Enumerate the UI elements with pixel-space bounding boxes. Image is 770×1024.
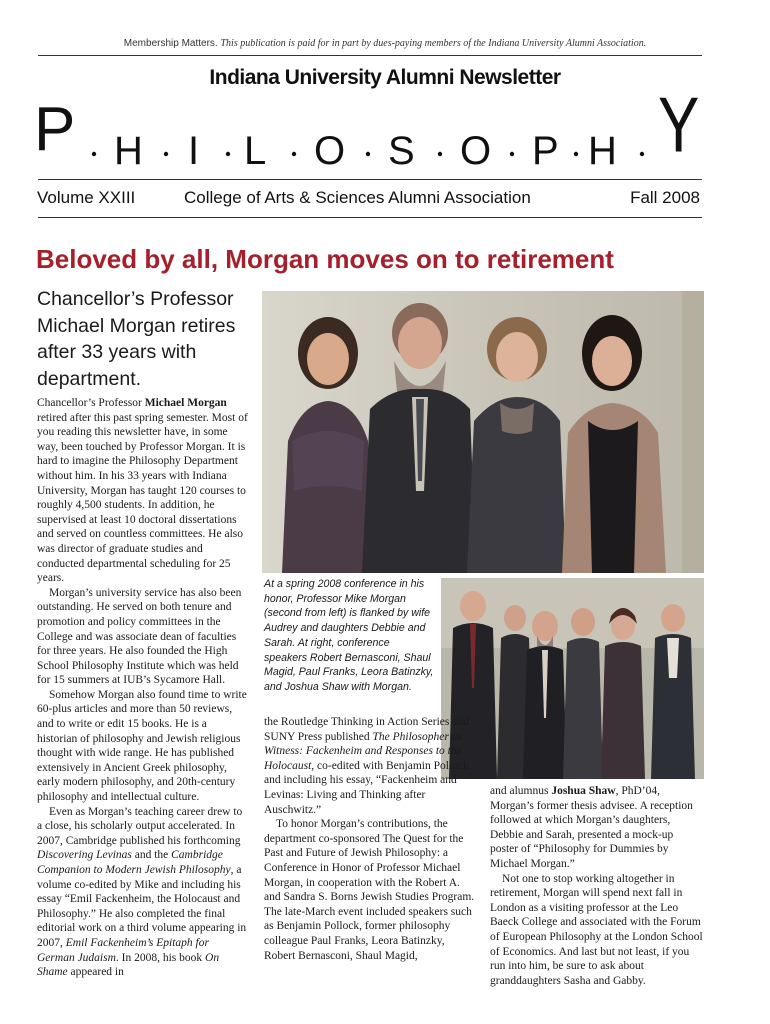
volume-label: Volume XXIII xyxy=(37,188,136,207)
text-run: Even as Morgan’s teaching career drew to a close, his scholarly output accelerated. In 2007, Cambridge published his forthcoming xyxy=(37,805,243,847)
masthead-dot xyxy=(366,152,370,156)
masthead-dot xyxy=(92,152,96,156)
article-headline: Beloved by all, Morgan moves on to retirement xyxy=(36,244,614,274)
masthead-letter-l: L xyxy=(244,129,267,172)
masthead-letter-h: H xyxy=(114,129,143,172)
speakers-photo xyxy=(441,578,704,779)
masthead-letter-o: O xyxy=(314,129,346,172)
article-deck: Chancellor’s Professor Michael Morgan retires after 33 years with department. xyxy=(37,288,236,390)
masthead-letter-p: P xyxy=(532,129,559,172)
text-run: Not one to stop working altogether in retirement, Morgan will spend next fall in London as a visiting professor at the Leo Baeck College and associated with the Forum of European Philosophy at the London School of Economics. And last but not least, if you run into him, be sure to ask about granddaughters Sasha and Gabby. xyxy=(490,872,703,987)
newsletter-title: Indiana University Alumni Newsletter xyxy=(209,66,561,89)
bold-name: Michael Morgan xyxy=(144,397,227,409)
issue-label: Fall 2008 xyxy=(630,188,700,207)
text-run: Chancellor’s Professor xyxy=(37,397,145,409)
article-paragraph xyxy=(490,784,704,872)
photo-caption: At a spring 2008 conference in his honor, Professor Mike Morgan (second from left) is flanked by wife Audrey and daughters Debbie and Sarah. At right, conference speakers Robert Bernasconi, Shaul Magid, Paul Franks, Leora Batinzky, and Joshua Shaw with Morgan. xyxy=(264,578,434,693)
text-run: To honor Morgan’s contributions, the department co-sponsored The Quest for the Past and Future of Jewish Philosophy: a Conference in Honor of Professor Michael Morgan, in cooperation with the Robert A. and Sandra S. Borns Jewish Studies Program. The late-March event included speakers such as Benjamin Pollock, former philosophy colleague Paul Franks, Leora Batinzky, Robert Bernasconi, Shaul Magid, xyxy=(264,818,475,962)
article-paragraph xyxy=(264,817,476,963)
text-run: , a volume co-edited by Mike and including his essay “Emil Fackenheim, the Holocaust and Philosophy.” He also completed the final editorial work on a third volume appearing in 2007, xyxy=(37,864,247,949)
masthead-dot xyxy=(292,152,296,156)
text-run: and alumnus xyxy=(490,785,552,797)
masthead-dot xyxy=(164,152,168,156)
masthead-dot xyxy=(226,152,230,156)
italic-title: Discovering Levinas xyxy=(37,849,132,862)
philosophy-masthead xyxy=(32,88,712,172)
article-paragraph xyxy=(490,872,704,989)
text-run: the Routledge Thinking in Action Series and SUNY Press published xyxy=(264,716,469,743)
masthead-rule xyxy=(38,179,702,180)
masthead-dot xyxy=(640,152,644,156)
text-run: and the xyxy=(131,849,172,862)
membership-note xyxy=(0,38,770,49)
masthead-letter-i: I xyxy=(188,129,200,172)
text-run: , co-edited with Benjamin Pollock and including his essay, “Fackenheim and Levinas: Living and Thinking after Auschwitz.” xyxy=(264,759,469,816)
text-run: , PhD’04, Morgan’s former thesis advisee. A reception followed at which Morgan’s daughters, Debbie and Sarah, presented a mock-up poster of “Philosophy for Dummies by Michael Morgan.” xyxy=(490,785,693,870)
masthead-letter-p: P xyxy=(34,95,76,164)
text-run: retired after this past spring semester. Most of you reading this newsletter have, in some way, been touched by Professor Morgan. It is hard to imagine the Philosophy Department without him. In his 33 years with Indiana University, Morgan has taught 120 courses to roughly 4,500 students. In addition, he supervised at least 10 doctoral dissertations and served on countless committees. He also was director of graduate studies and conducted departmental scheduling for 25 years. xyxy=(37,411,248,585)
masthead-letter-o: O xyxy=(460,129,492,172)
family-photo xyxy=(262,291,704,573)
text-run: Morgan’s university service has also been outstanding. He served on both tenure and promotion and policy committees in the College and was associate dean of faculties for three years. He also founded the High School Philosophy Institute which was held for 15 summers at IUB’s Sycamore Hall. xyxy=(37,586,242,687)
text-run: . In 2008, his book xyxy=(115,951,206,964)
meta-rule xyxy=(38,217,702,218)
italic-title: The Philosopher as Witness: Fackenheim and Responses to the Holocaust xyxy=(264,730,462,772)
masthead-letter-s: S xyxy=(388,129,415,172)
masthead-dot xyxy=(510,152,514,156)
masthead-letter-h: H xyxy=(588,129,617,172)
membership-note-lead: Membership Matters. xyxy=(123,38,218,49)
article-column-3 xyxy=(490,784,704,988)
italic-title: Emil Fackenheim’s Epitaph for German Judaism xyxy=(37,936,209,964)
membership-note-text: This publication is paid for in part by dues-paying members of the Indiana University Alumni Association. xyxy=(220,38,647,49)
italic-title: Cambridge Companion to Modern Jewish Philosophy xyxy=(37,849,231,876)
article-column-2 xyxy=(264,715,476,963)
masthead-letter-y: Y xyxy=(658,88,700,169)
article-paragraph xyxy=(37,805,249,980)
masthead-dot xyxy=(438,152,442,156)
article-paragraph xyxy=(37,586,249,688)
italic-title: On Shame xyxy=(37,951,220,979)
article-paragraph xyxy=(37,688,249,805)
masthead-dot xyxy=(574,152,578,156)
text-run: appeared in xyxy=(67,966,124,979)
article-paragraph xyxy=(264,715,476,817)
article-paragraph xyxy=(37,396,249,586)
bold-name: Joshua Shaw xyxy=(551,785,616,797)
top-rule xyxy=(38,55,702,56)
text-run: Somehow Morgan also found time to write 60-plus articles and more than 50 reviews, and to write or edit 15 books. He is a historian of philosophy and Jewish religious thought with wide range. He has published extensively in Ancient Greek philosophy, early modern philosophy, and 20th-century philosophy and intellectual culture. xyxy=(37,688,247,804)
article-column-1 xyxy=(37,396,249,980)
association-label: College of Arts & Sciences Alumni Association xyxy=(184,188,531,207)
